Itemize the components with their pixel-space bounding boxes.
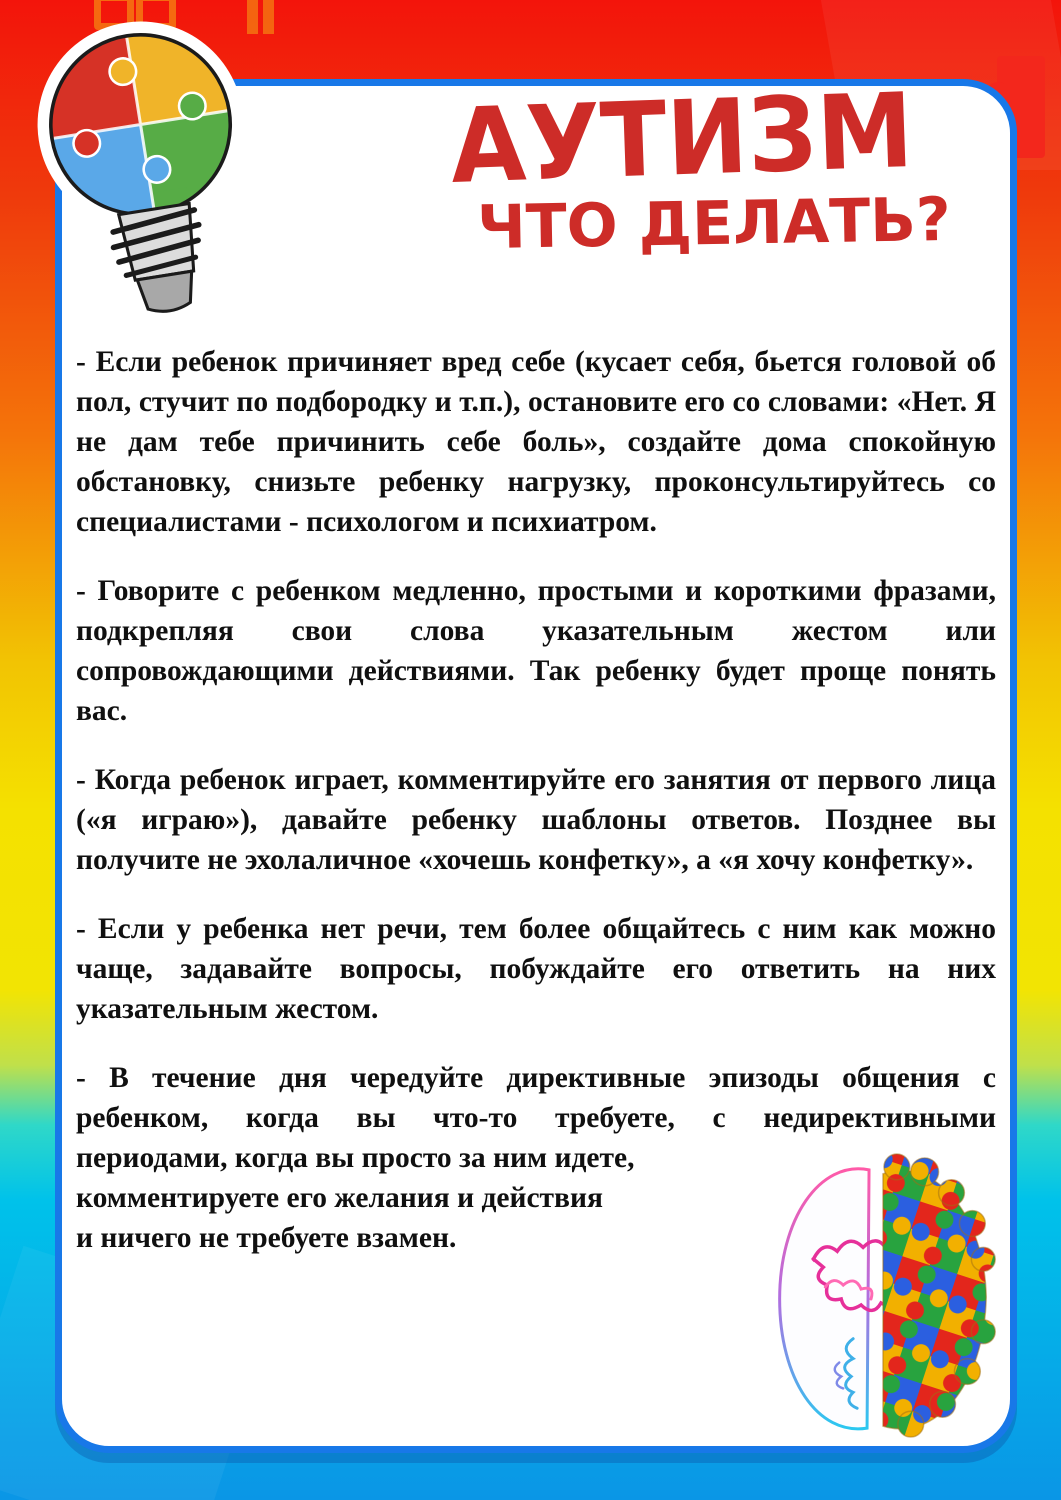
title-block: [362, 70, 1002, 264]
paragraph-no-speech: - Если у ребенка нет речи, тем более общайтесь с ним как можно чаще, задавайте вопросы, побуждайте его ответить на них указательным жестом.: [76, 913, 996, 1025]
body-text: [76, 342, 996, 1258]
paragraph-speak-slowly: - Говорите с ребенком медленно, простыми и короткими фразами, подкрепляя свои слова указательным жестом или сопровождающими действиями. Так ребенку будет проще понять вас.: [76, 575, 996, 727]
poster-title: АУТИЗМ: [448, 70, 916, 207]
puzzle-lightbulb-illustration: [26, 10, 264, 326]
paragraph-alternate-episodes: - В течение дня чередуйте директивные эпизоды общения с ребенком, когда вы что-то требуете, с недирективными: [76, 1062, 996, 1134]
background-puzzle-decoration: [263, 0, 274, 34]
poster-subtitle: ЧТО ДЕЛАТЬ?: [476, 184, 952, 264]
paragraph-self-harm: - Если ребенок причиняет вред себе (кусает себя, бьется головой об пол, стучит по подбородку и т.п.), остановите его со словами: «Нет. Я не дам тебе причинить себе боль», создайте дома спокойную обстановку, снизьте ребенку нагрузку, проконсультируйтесь со специалистами - психологом и психиатром.: [76, 346, 996, 538]
puzzle-lightbulb-icon: [26, 10, 264, 326]
paragraph-tail-line: комментируете его желания и действия: [76, 1182, 603, 1214]
paragraph-tail-line: периодами, когда вы просто за ним идете,: [76, 1142, 635, 1174]
paragraph-tail-line: и ничего не требуете взамен.: [76, 1222, 457, 1254]
paragraph-comment-play: - Когда ребенок играет, комментируйте его занятия от первого лица («я играю»), давайте ребенку шаблоны ответов. Позднее вы получите не эхолаличное «хочешь конфетку», а «я хочу конфетку».: [76, 764, 996, 876]
